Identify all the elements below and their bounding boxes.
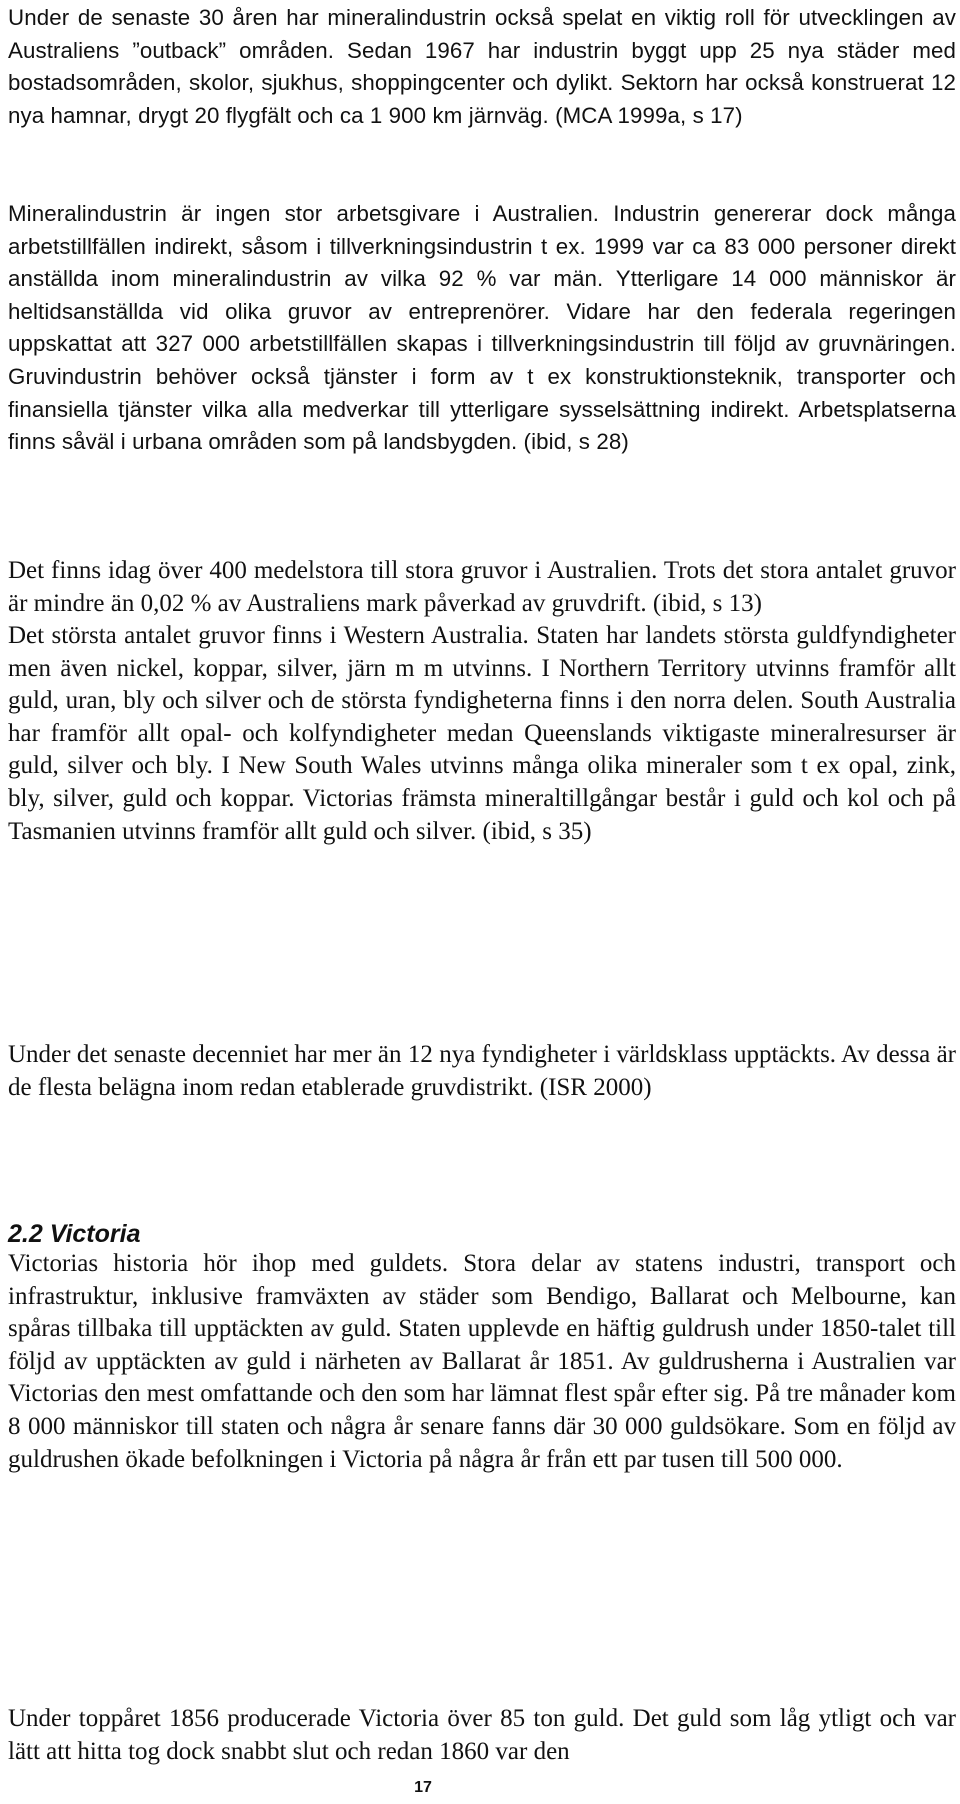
paragraph-victoria-history: Victorias historia hör ihop med guldets. Stora delar av statens industri, transport och infrastruktur, inklusive framväxten av städer som Bendigo, Ballarat och Melbourne, kan spåras tillbaka till upptäckten av guld. Staten upplevde en häftig guldrush under 1850-talet till följd av upptäckten av guld i närheten av Ballarat år 1851. Av guldrusherna i Australien var Victorias den mest omfattande och den som har lämnat flest spår efter sig. På tre månader kom 8 000 människor till staten och några år senare fanns där 30 000 guldsökare. Som en följd av guldrushen ökade befolkningen i Victoria på några år från ett par tusen till 500 000.: [8, 1250, 956, 1473]
paragraph-mine-count: Det finns idag över 400 medelstora till stora gruvor i Australien. Trots det stora antalet gruvor är mindre än 0,02 % av Australiens mark påverkad av gruvdrift. (ibid, s 13): [8, 557, 956, 617]
paragraph-mines-by-state: Det största antalet gruvor finns i Western Australia. Staten har landets största guldfyndigheter men även nickel, koppar, silver, järn m m utvinns. I Northern Territory utvinns framför allt guld, uran, bly och silver och de största fyndigheterna finns i den norra delen. South Australia har framför allt opal- och kolfyndigheter medan Queenslands viktigaste mineralresurser är guld, silver och bly. I New South Wales utvinns många olika mineraler som t ex opal, zink, bly, silver, guld och koppar. Victorias främsta mineraltillgångar består i guld och kol och på Tasmanien utvinns framför allt guld och silver. (ibid, s 35): [8, 622, 956, 845]
section-heading: 2.2 Victoria: [8, 1220, 141, 1248]
page-number: 17: [414, 1779, 432, 1796]
paragraph-new-discoveries: Under det senaste decenniet har mer än 12 nya fyndigheter i världsklass upptäckts. Av dessa är de flesta belägna inom redan etablerade gruvdistrikt. (ISR 2000): [8, 1041, 956, 1101]
paragraph-outback-development: Under de senaste 30 åren har mineralindustrin också spelat en viktig roll för utvecklingen av Australiens ”outback” områden. Sedan 1967 har industrin byggt upp 25 nya städer med bostadsområden, skolor, sjukhus, shoppingcenter och dylikt. Sektorn har också konstruerat 12 nya hamnar, drygt 20 flygfält och ca 1 900 km järnväg. (MCA 1999a, s 17): [8, 5, 956, 128]
paragraph-employment: Mineralindustrin är ingen stor arbetsgivare i Australien. Industrin genererar dock många arbetstillfällen indirekt, såsom i tillverkningsindustrin t ex. 1999 var ca 83 000 personer direkt anställda inom mineralindustrin av vilka 92 % var män. Ytterligare 14 000 människor är heltidsanställda vid olika gruvor av entreprenörer. Vidare har den federala regeringen uppskattat att 327 000 arbetstillfällen skapas i tillverkningsindustrin till följd av gruvnäringen. Gruvindustrin behöver också tjänster i form av t ex konstruktionsteknik, transporter och finansiella tjänster vilka alla medverkar till ytterligare sysselsättning indirekt. Arbetsplatserna finns såväl i urbana områden som på landsbygden. (ibid, s 28): [8, 201, 956, 455]
paragraph-peak-year: Under toppåret 1856 producerade Victoria över 85 ton guld. Det guld som låg ytligt och var lätt att hitta tog dock snabbt slut och redan 1860 var den: [8, 1705, 956, 1765]
